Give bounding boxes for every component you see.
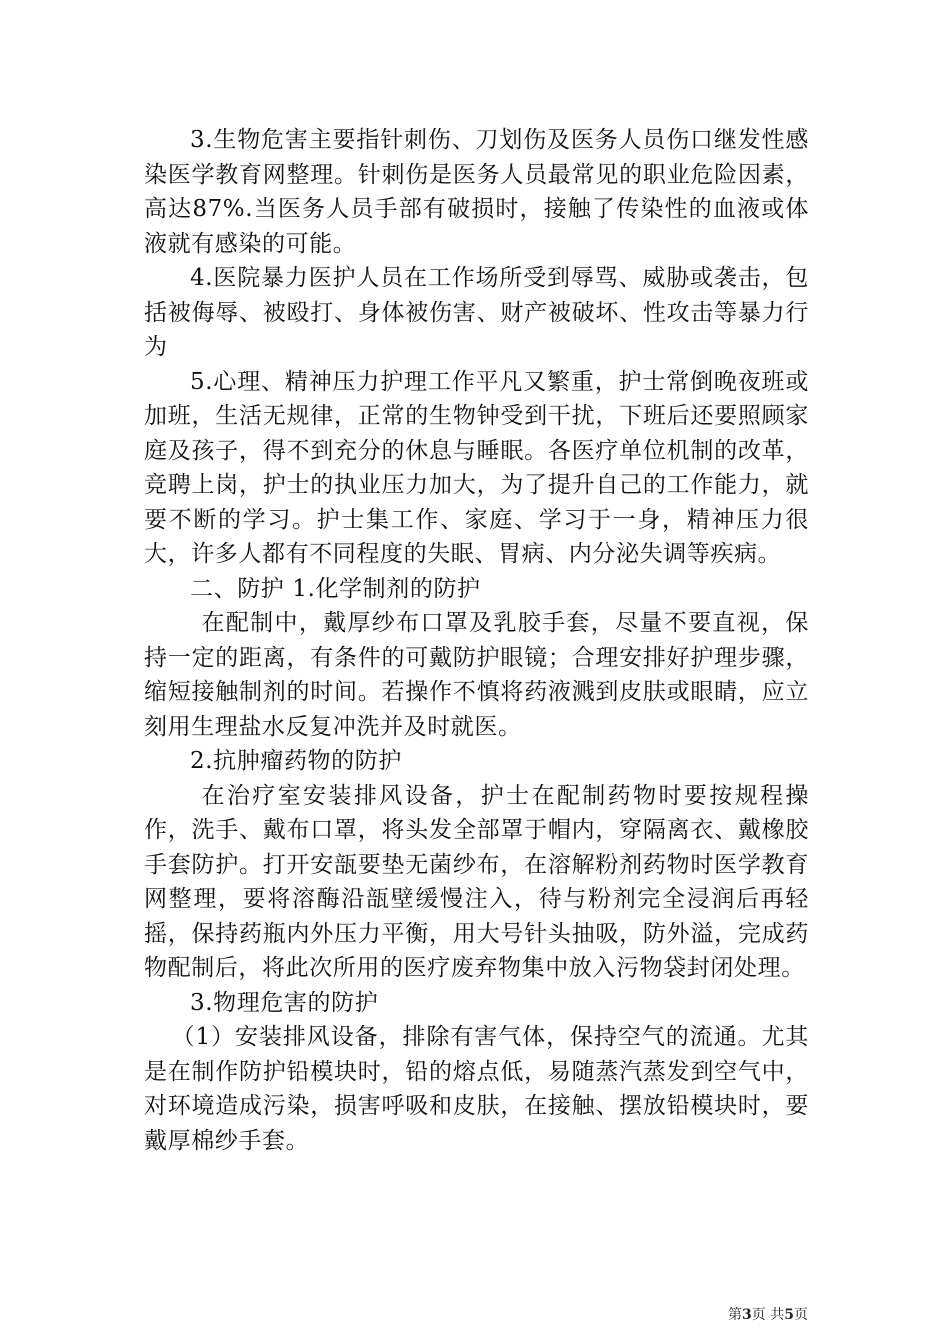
footer-current-page: 3	[742, 1307, 752, 1323]
page-footer	[728, 1304, 808, 1324]
footer-suffix: 页	[794, 1307, 808, 1323]
paragraph-psychological-pressure: 5.心理、精神压力护理工作平凡又繁重，护士常倒晚夜班或加班，生活无规律，正常的生物钟受到干扰，下班后还要照顾家庭及孩子，得不到充分的休息与睡眠。各医疗单位机制的改革，竞聘上岗，护士的执业压力加大，为了提升自己的工作能力，就要不断的学习。护士集工作、家庭、学习于一身，精神压力很大，许多人都有不同程度的失眠、胃病、内分泌失调等疾病。	[144, 368, 809, 567]
section-heading-protection: 二、防护 1.化学制剂的防护	[190, 575, 481, 602]
paragraph-hospital-violence: 4.医院暴力医护人员在工作场所受到辱骂、威胁或袭击，包括被侮辱、被殴打、身体被伤害、财产被破坏、性攻击等暴力行为	[144, 265, 809, 360]
document-body	[144, 123, 809, 1158]
subheading-physical-hazard-protection: 3.物理危害的防护	[190, 989, 379, 1016]
paragraph-chemical-protection: 在配制中，戴厚纱布口罩及乳胶手套，尽量不要直视，保持一定的距离，有条件的可戴防护眼镜；合理安排好护理步骤，缩短接触制剂的时间。若操作不慎将药液溅到皮肤或眼睛，应立刻用生理盐水反复冲洗并及时就医。	[144, 610, 809, 740]
footer-prefix: 第	[728, 1307, 743, 1323]
paragraph-biological-hazard: 3.生物危害主要指针刺伤、刀划伤及医务人员伤口继发性感染医学教育网整理。针刺伤是医务人员最常见的职业危险因素，高达87%.当医务人员手部有破损时，接触了传染性的血液或体液就有感染的可能。	[144, 127, 809, 257]
paragraph-ventilation: （1）安装排风设备，排除有害气体，保持空气的流通。尤其是在制作防护铅模块时，铅的熔点低，易随蒸汽蒸发到空气中，对环境造成污染，损害呼吸和皮肤，在接触、摆放铅模块时，要戴厚棉纱手套。	[144, 1024, 809, 1154]
subheading-antitumor-drug-protection: 2.抗肿瘤药物的防护	[190, 748, 402, 774]
footer-total-pages: 5	[784, 1307, 794, 1323]
footer-middle: 页 共	[751, 1307, 785, 1323]
paragraph-antitumor-protection: 在治疗室安装排风设备，护士在配制药物时要按规程操作，洗手、戴布口罩，将头发全部罩于帽内，穿隔离衣、戴橡胶手套防护。打开安瓿要垫无菌纱布，在溶解粉剂药物时医学教育网整理，要将溶酶沿瓿壁缓慢注入，待与粉剂完全浸润后再轻摇，保持药瓶内外压力平衡，用大号针头抽吸，防外溢，完成药物配制后，将此次所用的医疗废弃物集中放入污物袋封闭处理。	[144, 782, 809, 981]
